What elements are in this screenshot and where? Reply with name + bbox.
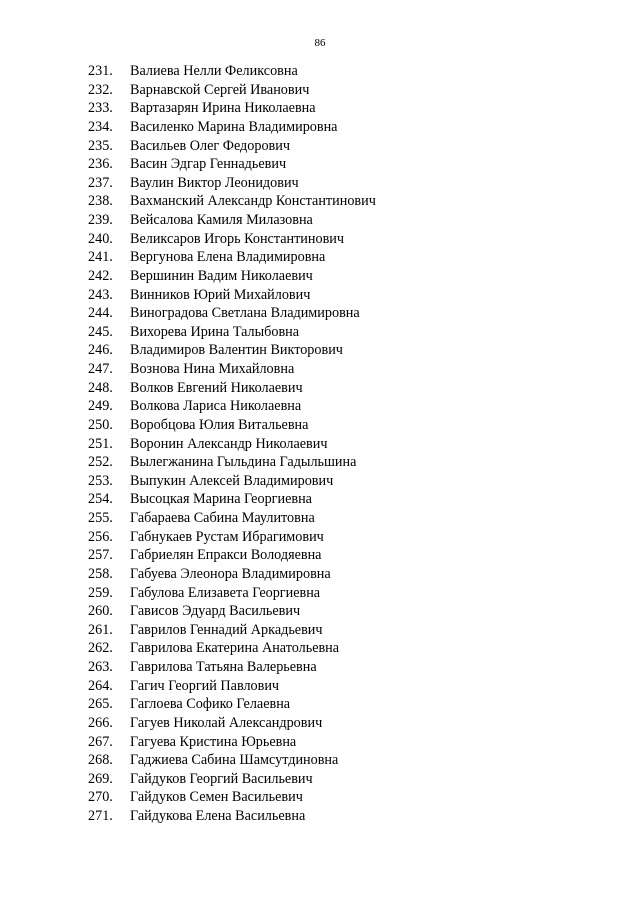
item-number: 264. [88, 677, 113, 694]
list-item [88, 677, 376, 696]
list-item [88, 211, 376, 230]
person-name: Габуева Элеонора Владимировна [130, 565, 331, 582]
list-item [88, 192, 376, 211]
person-name: Вихорева Ирина Талыбовна [130, 323, 300, 340]
person-name: Волкова Лариса Николаевна [130, 398, 302, 415]
item-number: 258. [88, 565, 113, 582]
list-item [88, 788, 376, 807]
list-item [88, 621, 376, 640]
person-name: Гаджиева Сабина Шамсутдиновна [130, 752, 339, 769]
person-name: Виноградова Светлана Владимировна [130, 305, 360, 322]
item-number: 242. [88, 267, 113, 284]
item-number: 266. [88, 714, 113, 731]
list-item [88, 639, 376, 658]
list-item [88, 658, 376, 677]
person-name: Вылегжанина Гыльдина Гадыльшина [130, 454, 357, 471]
person-name: Владимиров Валентин Викторович [130, 342, 343, 359]
page-number: 86 [314, 37, 326, 49]
list-item [88, 472, 376, 491]
person-name: Высоцкая Марина Георгиевна [130, 491, 312, 508]
list-item [88, 62, 376, 81]
person-name: Варнавской Сергей Иванович [130, 81, 310, 98]
list-item [88, 341, 376, 360]
person-name: Ваулин Виктор Леонидович [130, 174, 299, 191]
person-name: Вейсалова Камиля Милазовна [130, 212, 313, 228]
item-number: 253. [88, 472, 113, 489]
list-item [88, 584, 376, 603]
person-name: Вартазарян Ирина Николаевна [130, 100, 316, 117]
person-name: Гайдуков Георгий Васильевич [130, 770, 313, 787]
list-item [88, 360, 376, 379]
item-number: 244. [88, 305, 113, 322]
person-name: Гаврилова Татьяна Валерьевна [130, 659, 317, 675]
list-item [88, 528, 376, 547]
item-number: 241. [88, 249, 113, 266]
item-number: 246. [88, 342, 113, 359]
item-number: 263. [88, 659, 113, 675]
list-item [88, 230, 376, 249]
item-number: 235. [88, 137, 113, 154]
person-name: Гайдукова Елена Васильевна [130, 808, 306, 824]
item-number: 231. [88, 63, 113, 79]
item-number: 247. [88, 361, 113, 377]
person-name: Габнукаев Рустам Ибрагимович [130, 528, 324, 545]
item-number: 268. [88, 752, 113, 769]
person-name: Гависов Эдуард Васильевич [130, 603, 301, 620]
item-number: 232. [88, 81, 113, 98]
item-number: 261. [88, 621, 113, 638]
item-number: 256. [88, 528, 113, 545]
list-item [88, 695, 376, 714]
person-name: Выпукин Алексей Владимирович [130, 472, 334, 489]
item-number: 255. [88, 510, 113, 526]
item-number: 251. [88, 435, 113, 452]
list-item [88, 751, 376, 770]
list-item [88, 286, 376, 305]
person-name: Васильев Олег Федорович [130, 137, 290, 154]
list-item [88, 602, 376, 621]
list-item [88, 509, 376, 528]
item-number: 240. [88, 230, 113, 247]
person-name: Вознова Нина Михайловна [130, 361, 295, 377]
item-number: 267. [88, 733, 113, 750]
item-number: 254. [88, 491, 113, 508]
person-name: Воронин Александр Николаевич [130, 435, 328, 452]
list-item [88, 565, 376, 584]
person-name: Василенко Марина Владимировна [130, 118, 338, 135]
item-number: 265. [88, 696, 113, 713]
item-number: 243. [88, 286, 113, 303]
person-name: Вершинин Вадим Николаевич [130, 267, 313, 284]
person-name: Великсаров Игорь Константинович [130, 230, 344, 247]
person-name: Гагич Георгий Павлович [130, 677, 280, 694]
list-item [88, 714, 376, 733]
list-item [88, 416, 376, 435]
list-item [88, 155, 376, 174]
item-number: 250. [88, 416, 113, 433]
item-number: 270. [88, 789, 113, 806]
item-number: 245. [88, 323, 113, 340]
person-name: Гагуева Кристина Юрьевна [130, 733, 297, 750]
person-name: Гайдуков Семен Васильевич [130, 789, 303, 806]
list-item [88, 81, 376, 100]
list-item [88, 379, 376, 398]
person-name: Васин Эдгар Геннадьевич [130, 156, 287, 173]
person-name: Габулова Елизавета Георгиевна [130, 584, 321, 601]
person-name: Гаврилов Геннадий Аркадьевич [130, 621, 323, 638]
item-number: 269. [88, 770, 113, 787]
person-name: Габриелян Епракси Володяевна [130, 547, 322, 564]
person-name: Вахманский Александр Константинович [130, 193, 376, 210]
item-number: 236. [88, 156, 113, 173]
item-number: 262. [88, 640, 113, 657]
item-number: 271. [88, 808, 113, 824]
person-name: Волков Евгений Николаевич [130, 379, 303, 396]
item-number: 234. [88, 118, 113, 135]
person-name: Гаврилова Екатерина Анатольевна [130, 640, 340, 657]
person-name: Винников Юрий Михайлович [130, 286, 311, 303]
name-list [88, 62, 376, 826]
list-item [88, 490, 376, 509]
list-item [88, 435, 376, 454]
item-number: 239. [88, 212, 113, 228]
item-number: 260. [88, 603, 113, 620]
person-name: Воробцова Юлия Витальевна [130, 416, 309, 433]
item-number: 248. [88, 379, 113, 396]
item-number: 233. [88, 100, 113, 117]
person-name: Валиева Нелли Феликсовна [130, 63, 298, 79]
list-item [88, 546, 376, 565]
list-item [88, 137, 376, 156]
item-number: 249. [88, 398, 113, 415]
list-item [88, 807, 376, 826]
list-item [88, 397, 376, 416]
list-item [88, 118, 376, 137]
list-item [88, 323, 376, 342]
list-item [88, 733, 376, 752]
list-item [88, 770, 376, 789]
person-name: Вергунова Елена Владимировна [130, 249, 326, 266]
list-item [88, 174, 376, 193]
list-item [88, 453, 376, 472]
person-name: Гаглоева Софико Гелаевна [130, 696, 291, 713]
item-number: 252. [88, 454, 113, 471]
item-number: 237. [88, 174, 113, 191]
list-item [88, 267, 376, 286]
list-item [88, 304, 376, 323]
item-number: 238. [88, 193, 113, 210]
item-number: 257. [88, 547, 113, 564]
list-item [88, 99, 376, 118]
item-number: 259. [88, 584, 113, 601]
list-item [88, 248, 376, 267]
person-name: Гагуев Николай Александрович [130, 714, 323, 731]
person-name: Габараева Сабина Маулитовна [130, 510, 315, 526]
